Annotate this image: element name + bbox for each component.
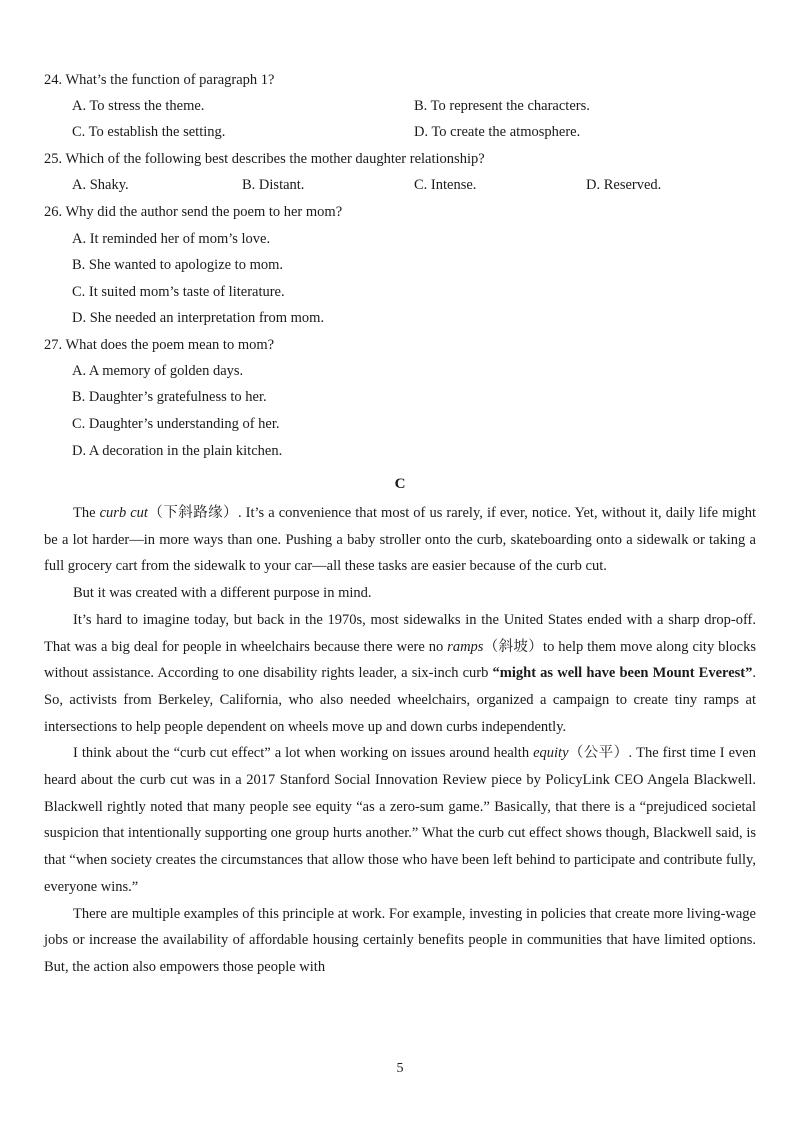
paragraph-5: There are multiple examples of this principle at work. For example, investing in policies that create more living-wage jobs or increase the availability of affordable housing certainly benefits people in communities that have limited options. But, the action also empowers those people with: [44, 905, 756, 975]
q24-option-a: A. To stress the theme.: [72, 98, 205, 114]
q24-option-b: B. To represent the characters.: [414, 98, 590, 114]
paragraph-3: [44, 607, 756, 741]
q26-option-c: C. It suited mom’s taste of literature.: [72, 284, 285, 300]
q26-option-b: B. She wanted to apologize to mom.: [72, 257, 284, 273]
term-ramps: ramps: [447, 638, 484, 655]
question-25-stem: 25. Which of the following best describes the mother daughter relationship?: [44, 151, 485, 167]
q24-option-c: C. To establish the setting.: [72, 124, 226, 140]
page-number: 5: [396, 1061, 404, 1076]
q24-option-d: D. To create the atmosphere.: [414, 124, 581, 140]
q26-option-a: A. It reminded her of mom’s love.: [72, 231, 271, 247]
p1-text-b: （下斜路缘）. It’s a convenience that most of us rarely, if ever, notice. Yet, without it, daily life might be a lot harder—in more ways than one. Pushing a baby stroller onto the curb, skateboarding onto a sidewalk or taking a full grocery cart from the sidewalk to your car—all these tasks are easier because of the curb cut.: [44, 505, 757, 575]
term-curb-cut: curb cut: [99, 505, 148, 521]
paragraph-1: [44, 500, 756, 580]
paragraph-4: [44, 740, 756, 900]
q25-option-c: C. Intense.: [414, 177, 477, 193]
mount-everest-quote: “might as well have been Mount Everest”: [492, 665, 753, 682]
term-equity: equity: [533, 745, 569, 762]
reading-passage: [44, 500, 756, 981]
question-27-stem: 27. What does the poem mean to mom?: [44, 337, 275, 353]
q27-option-c: C. Daughter’s understanding of her.: [72, 416, 280, 432]
p4-text-a: I think about the “curb cut effect” a lot when working on issues around health: [73, 745, 534, 762]
p4-text-b: （公平）. The first time I even heard about the curb cut was in a 2017 Stanford Social Innovation Review piece by PolicyLink CEO Angela Blackwell. Blackwell rightly noted that many people see equity “as a zero-sum game.” Basically, that there is a “prejudiced societal suspicion that intentionally supporting one group hurts another.” What the curb cut effect shows though, Blackwell said, is that “when society creates the circumstances that allow those who have been left behind to participate and contribute fully, everyone wins.”: [44, 745, 756, 895]
q27-option-a: A. A memory of golden days.: [72, 363, 244, 379]
q27-option-b: B. Daughter’s gratefulness to her.: [72, 389, 267, 405]
question-24-stem: 24. What’s the function of paragraph 1?: [44, 72, 275, 88]
question-26-stem: 26. Why did the author send the poem to her mom?: [44, 204, 343, 220]
p3-text-b: （斜坡）to help them move along city blocks without assistance. According to one disability rights leader, a six-inch curb: [44, 638, 756, 682]
q25-option-a: A. Shaky.: [72, 177, 129, 193]
p1-text-a: The: [73, 505, 100, 521]
paragraph-2: But it was created with a different purpose in mind.: [73, 585, 372, 602]
q25-option-d: D. Reserved.: [586, 177, 662, 193]
p3-text-a: It’s hard to imagine today, but back in the 1970s, most sidewalks in the United States ended with a sharp drop-off. That was a big deal for people in wheelchairs because there were no: [44, 611, 756, 655]
section-heading: C: [394, 476, 406, 492]
p3-text-c: . So, activists from Berkeley, California, who also needed wheelchairs, organized a campaign to create tiny ramps at intersections to help people dependent on wheels move up and down curbs independently.: [44, 665, 756, 735]
q25-option-b: B. Distant.: [242, 177, 305, 193]
q26-option-d: D. She needed an interpretation from mom.: [72, 310, 325, 326]
q27-option-d: D. A decoration in the plain kitchen.: [72, 443, 283, 459]
